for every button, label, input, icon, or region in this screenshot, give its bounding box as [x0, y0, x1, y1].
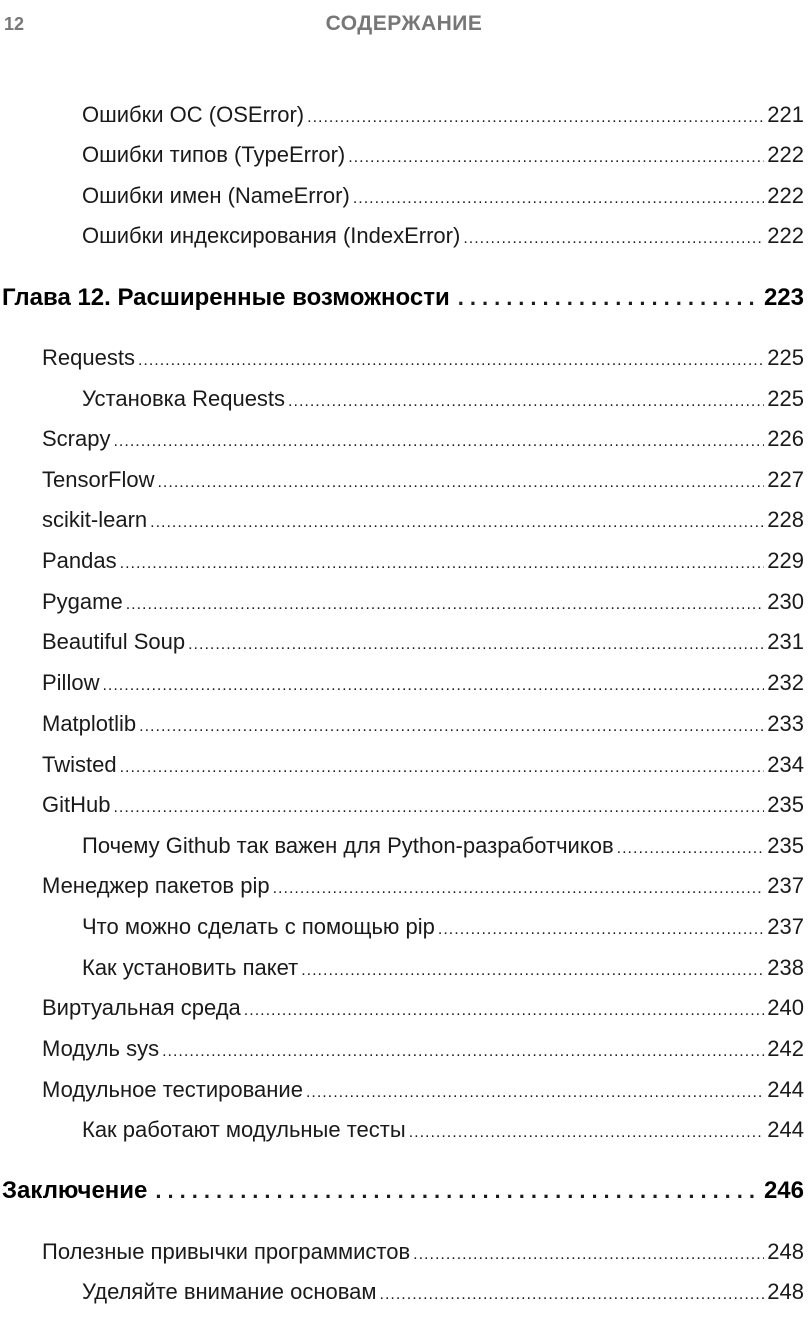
toc-dot-leader — [463, 230, 764, 248]
toc-entry-title: Beautiful Soup — [42, 629, 186, 654]
toc-dot-leader — [353, 190, 764, 208]
toc-dot-leader — [120, 759, 765, 777]
toc-dot-leader — [301, 962, 764, 980]
toc-entry-title: Pygame — [42, 589, 123, 614]
toc-entry-page: 235 — [767, 833, 804, 858]
toc-entry-title: Ошибки ОС (OSError) — [82, 102, 305, 127]
toc-entry-typeerror[interactable] — [0, 142, 804, 182]
toc-entry-title: Виртуальная среда — [42, 995, 241, 1020]
toc-entry-page: 221 — [767, 102, 804, 127]
toc-entry-tensorflow[interactable] — [0, 467, 804, 507]
toc-entry-title: GitHub — [42, 792, 111, 817]
toc-entry-page: 226 — [767, 426, 804, 451]
toc-entry-matplotlib[interactable] — [0, 711, 804, 751]
toc-entry-page: 238 — [767, 955, 804, 980]
toc-entry-page: 227 — [767, 467, 804, 492]
toc-entry-title: Pandas — [42, 548, 117, 573]
toc-entry-indexerror[interactable] — [0, 223, 804, 263]
toc-chapter-page: 246 — [763, 1177, 804, 1204]
toc-entry-pip-uses[interactable] — [0, 914, 804, 954]
toc-dot-leader — [138, 352, 764, 370]
toc-entry-pillow[interactable] — [0, 670, 804, 710]
toc-chapter-12[interactable] — [0, 284, 804, 324]
toc-entry-page: 242 — [767, 1036, 804, 1061]
toc-entry-page: 237 — [767, 914, 804, 939]
toc-dot-leader — [155, 1178, 756, 1204]
toc-entry-scikit-learn[interactable] — [0, 507, 804, 547]
running-head: СОДЕРЖАНИЕ — [325, 12, 483, 35]
toc-dot-leader — [273, 880, 765, 898]
toc-entry-title: Как работают модульные тесты — [82, 1117, 406, 1142]
toc-entry-github-importance[interactable] — [0, 833, 804, 873]
toc-entry-title: Модульное тестирование — [42, 1077, 303, 1102]
toc-dot-leader — [188, 636, 764, 654]
toc-entry-title: Matplotlib — [42, 711, 137, 736]
toc-entry-title: Уделяйте внимание основам — [82, 1279, 377, 1304]
toc-entry-title: Модуль sys — [42, 1036, 160, 1061]
toc-dot-leader — [244, 1002, 764, 1020]
toc-entry-page: 232 — [767, 670, 804, 695]
toc-dot-leader — [120, 555, 765, 573]
toc-chapter-conclusion[interactable] — [0, 1177, 804, 1217]
toc-entry-title: Requests — [42, 345, 135, 370]
toc-chapter-title: Заключение — [2, 1177, 148, 1204]
toc-entry-page: 248 — [767, 1239, 804, 1264]
toc-entry-beautiful-soup[interactable] — [0, 629, 804, 669]
toc-entry-title: Pillow — [42, 670, 100, 695]
toc-entry-page: 228 — [767, 507, 804, 532]
toc-entry-pip-manager[interactable] — [0, 873, 804, 913]
toc-entry-page: 222 — [767, 183, 804, 208]
toc-entry-sys-module[interactable] — [0, 1036, 804, 1076]
toc-entry-page: 230 — [767, 589, 804, 614]
toc-dot-leader — [102, 677, 764, 695]
toc-entry-title: Почему Github так важен для Python-разработчиков — [82, 833, 614, 858]
toc-entry-title: Ошибки типов (TypeError) — [82, 142, 346, 167]
toc-dot-leader — [139, 718, 764, 736]
toc-dot-leader — [409, 1124, 765, 1142]
toc-entry-page: 244 — [767, 1077, 804, 1102]
toc-chapter-title: Глава 12. Расширенные возможности — [2, 284, 450, 311]
toc-entry-github[interactable] — [0, 792, 804, 832]
toc-entry-pandas[interactable] — [0, 548, 804, 588]
toc-dot-leader — [617, 840, 765, 858]
toc-dot-leader — [157, 474, 764, 492]
toc-entry-title: Установка Requests — [82, 386, 286, 411]
toc-entry-title: Twisted — [42, 752, 117, 777]
toc-entry-page: 222 — [767, 142, 804, 167]
toc-entry-title: Полезные привычки программистов — [42, 1239, 411, 1264]
toc-dot-leader — [413, 1246, 764, 1264]
toc-entry-pygame[interactable] — [0, 589, 804, 629]
toc-entry-page: 237 — [767, 873, 804, 898]
toc-dot-leader — [288, 393, 764, 411]
toc-dot-leader — [458, 285, 756, 311]
toc-entry-title: scikit-learn — [42, 507, 148, 532]
toc-entry-page: 233 — [767, 711, 804, 736]
toc-entry-page: 225 — [767, 386, 804, 411]
toc-dot-leader — [126, 596, 765, 614]
toc-entry-title: Как установить пакет — [82, 955, 299, 980]
toc-dot-leader — [438, 921, 764, 939]
toc-entry-fundamentals[interactable] — [0, 1279, 804, 1319]
toc-dot-leader — [380, 1286, 765, 1304]
toc-entry-page: 225 — [767, 345, 804, 370]
page-number: 12 — [4, 14, 25, 34]
toc-dot-leader — [150, 514, 764, 532]
toc-entry-page: 229 — [767, 548, 804, 573]
toc-dot-leader — [348, 149, 764, 167]
toc-dot-leader — [307, 109, 764, 127]
toc-entry-page: 240 — [767, 995, 804, 1020]
toc-dot-leader — [306, 1084, 764, 1102]
toc-entry-virtual-env[interactable] — [0, 995, 804, 1035]
toc-entry-twisted[interactable] — [0, 752, 804, 792]
toc-entry-scrapy[interactable] — [0, 426, 804, 466]
toc-entry-how-unit-tests-work[interactable] — [0, 1117, 804, 1157]
toc-entry-good-habits[interactable] — [0, 1239, 804, 1279]
toc-dot-leader — [113, 799, 764, 817]
toc-dot-leader — [162, 1043, 764, 1061]
toc-entry-requests[interactable] — [0, 345, 804, 385]
toc-entry-unit-testing[interactable] — [0, 1077, 804, 1117]
toc-entry-install-requests[interactable] — [0, 386, 804, 426]
toc-entry-page: 231 — [767, 629, 804, 654]
toc-entry-page: 222 — [767, 223, 804, 248]
toc-entry-title: Ошибки имен (NameError) — [82, 183, 350, 208]
toc-entry-title: Менеджер пакетов pip — [42, 873, 270, 898]
toc-entry-nameerror[interactable] — [0, 183, 804, 223]
toc-entry-page: 248 — [767, 1279, 804, 1304]
toc-entry-page: 234 — [767, 752, 804, 777]
toc-chapter-page: 223 — [763, 284, 804, 311]
toc-entry-page: 244 — [767, 1117, 804, 1142]
toc-entry-page: 235 — [767, 792, 804, 817]
toc-entry-oserror[interactable] — [0, 102, 804, 142]
toc-entry-title: Что можно сделать с помощью pip — [82, 914, 435, 939]
toc-entry-title: Ошибки индексирования (IndexError) — [82, 223, 461, 248]
toc-dot-leader — [113, 433, 764, 451]
toc-entry-title: Scrapy — [42, 426, 111, 451]
toc-entry-install-package[interactable] — [0, 955, 804, 995]
toc-entry-title: TensorFlow — [42, 467, 155, 492]
